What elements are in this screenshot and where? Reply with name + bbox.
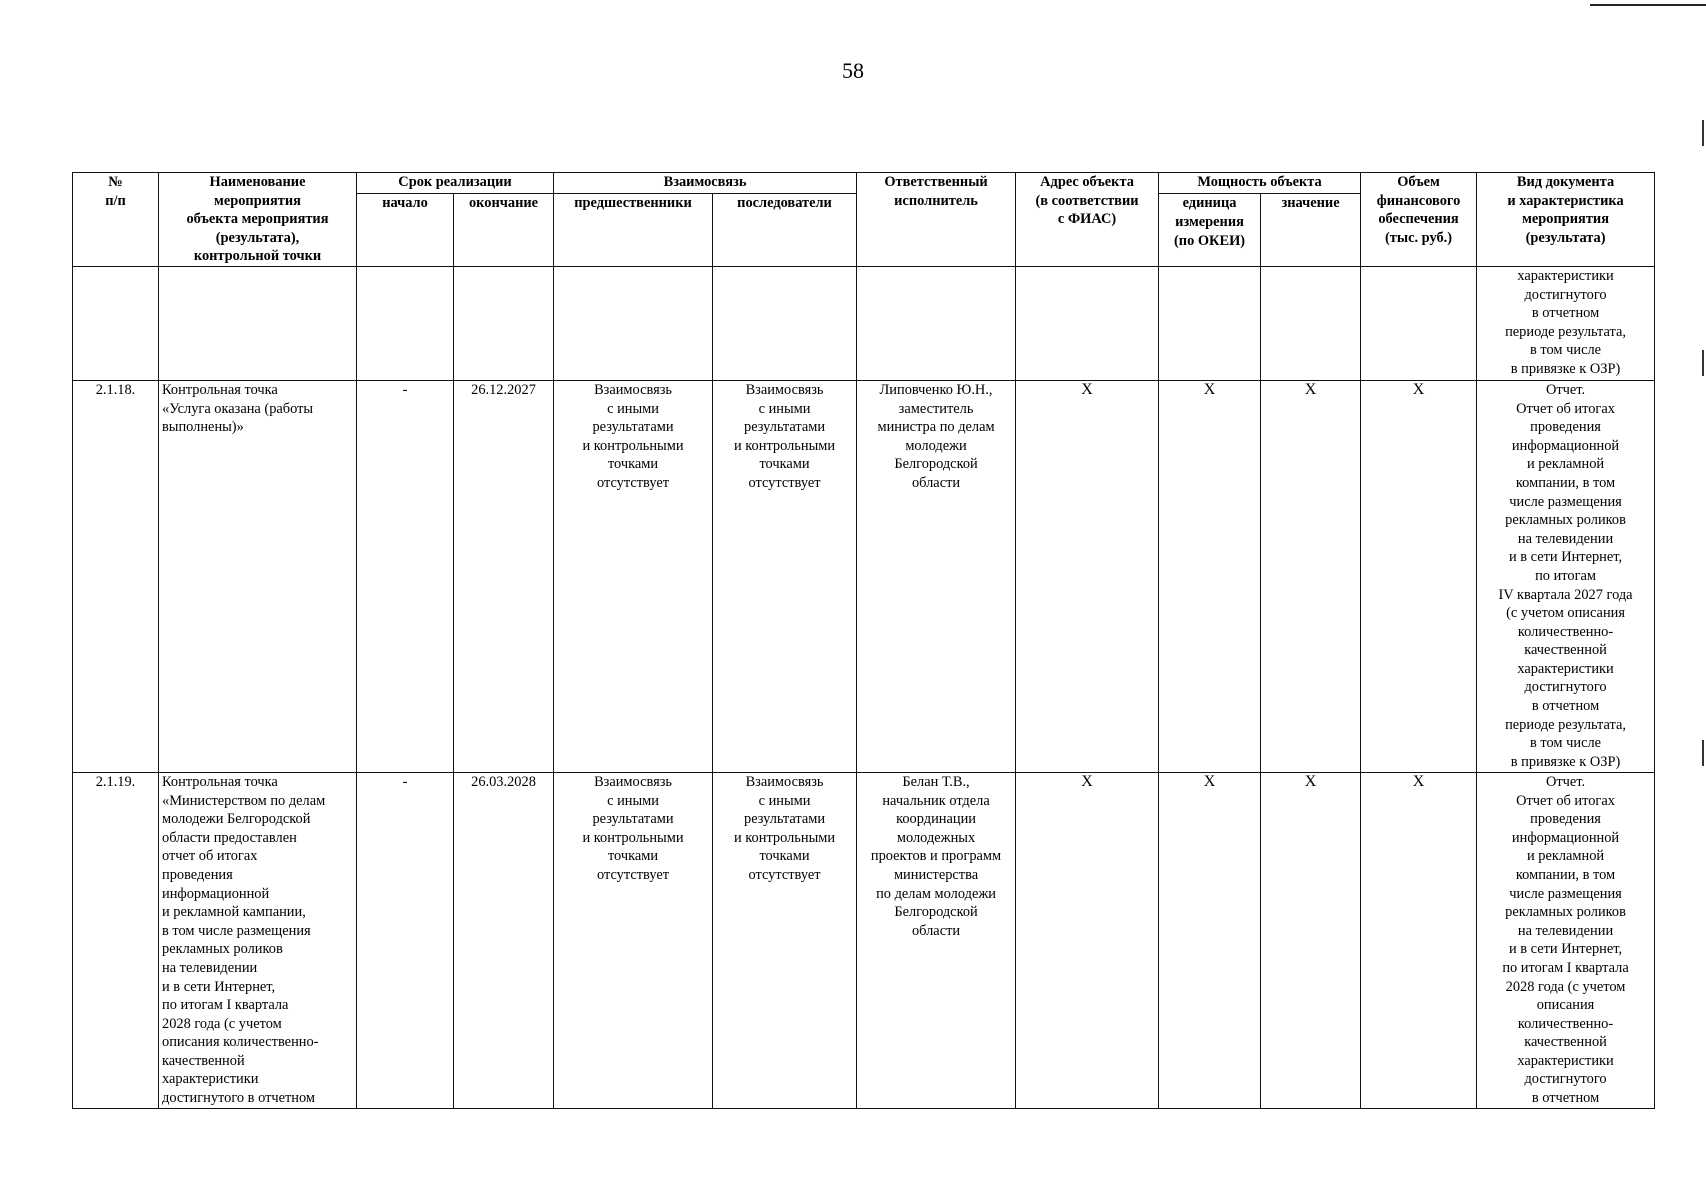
cell-prev: [554, 266, 713, 380]
header-name: Наименование мероприятия объекта мероприятия (результата), контрольной точки: [159, 173, 357, 267]
header-link-next: последователи: [713, 194, 857, 267]
header-period-start: начало: [357, 194, 454, 267]
cell-finance: [1361, 266, 1477, 380]
cell-finance: X: [1361, 772, 1477, 1108]
header-capacity-value: значение: [1261, 194, 1361, 267]
table-row: [73, 380, 1655, 772]
cell-start: -: [357, 772, 454, 1108]
cell-name: Контрольная точка «Услуга оказана (работы выполнены)»: [159, 380, 357, 772]
cell-next: Взаимосвязь с иными результатами и контрольными точками отсутствует: [713, 380, 857, 772]
margin-tick: [1702, 740, 1704, 766]
margin-tick: [1702, 120, 1704, 146]
cell-num: [73, 266, 159, 380]
cell-address: X: [1016, 772, 1159, 1108]
cell-responsible: [857, 266, 1016, 380]
cell-value: X: [1261, 772, 1361, 1108]
cell-responsible: Липовченко Ю.Н., заместитель министра по делам молодежи Белгородской области: [857, 380, 1016, 772]
cell-document: Отчет. Отчет об итогах проведения информационной и рекламной компании, в том числе размещения рекламных роликов на телевидении и в сети Интернет, по итогам I квартала 2028 года (с учетом описания количественно- качественной характеристики достигнутого в отчетном: [1477, 772, 1655, 1108]
cell-end: 26.12.2027: [454, 380, 554, 772]
cell-name: [159, 266, 357, 380]
cell-prev: Взаимосвязь с иными результатами и контрольными точками отсутствует: [554, 380, 713, 772]
top-edge-rule: [1590, 4, 1706, 6]
cell-end: [454, 266, 554, 380]
cell-prev: Взаимосвязь с иными результатами и контрольными точками отсутствует: [554, 772, 713, 1108]
header-period-end: окончание: [454, 194, 554, 267]
header-finance: Объем финансового обеспечения (тыс. руб.): [1361, 173, 1477, 267]
cell-unit: X: [1159, 772, 1261, 1108]
page-number: 58: [842, 58, 864, 83]
cell-value: X: [1261, 380, 1361, 772]
margin-tick: [1702, 350, 1704, 376]
header-num: № п/п: [73, 173, 159, 267]
cell-address: [1016, 266, 1159, 380]
header-period: Срок реализации: [357, 173, 554, 194]
cell-finance: X: [1361, 380, 1477, 772]
header-responsible: Ответственный исполнитель: [857, 173, 1016, 267]
cell-start: [357, 266, 454, 380]
header-link: Взаимосвязь: [554, 173, 857, 194]
cell-name: Контрольная точка «Министерством по делам молодежи Белгородской области предоставлен отчет об итогах проведения информационной и рекламной кампании, в том числе размещения рекламных роликов на телевидении и в сети Интернет, по итогам I квартала 2028 года (с учетом описания количественно- качественной характеристики достигнутого в отчетном: [159, 772, 357, 1108]
cell-address: X: [1016, 380, 1159, 772]
table-row: [73, 772, 1655, 1108]
plan-table: [72, 172, 1655, 1109]
table-row: [73, 266, 1655, 380]
header-document: Вид документа и характеристика мероприятия (результата): [1477, 173, 1655, 267]
cell-document: Отчет. Отчет об итогах проведения информационной и рекламной компании, в том числе размещения рекламных роликов на телевидении и в сети Интернет, по итогам IV квартала 2027 года (с учетом описания количественно- качественной характеристики достигнутого в отчетном периоде результата, в том числе в привязке к ОЗР): [1477, 380, 1655, 772]
cell-unit: X: [1159, 380, 1261, 772]
header-address: Адрес объекта (в соответствии с ФИАС): [1016, 173, 1159, 267]
cell-unit: [1159, 266, 1261, 380]
cell-next: [713, 266, 857, 380]
cell-document: характеристики достигнутого в отчетном периоде результата, в том числе в привязке к ОЗР): [1477, 266, 1655, 380]
cell-next: Взаимосвязь с иными результатами и контрольными точками отсутствует: [713, 772, 857, 1108]
cell-value: [1261, 266, 1361, 380]
cell-num: 2.1.19.: [73, 772, 159, 1108]
header-capacity: Мощность объекта: [1159, 173, 1361, 194]
header-capacity-unit: единица измерения (по ОКЕИ): [1159, 194, 1261, 267]
cell-start: -: [357, 380, 454, 772]
header-link-prev: предшественники: [554, 194, 713, 267]
cell-responsible: Белан Т.В., начальник отдела координации молодежных проектов и программ министерства по делам молодежи Белгородской области: [857, 772, 1016, 1108]
cell-end: 26.03.2028: [454, 772, 554, 1108]
cell-num: 2.1.18.: [73, 380, 159, 772]
